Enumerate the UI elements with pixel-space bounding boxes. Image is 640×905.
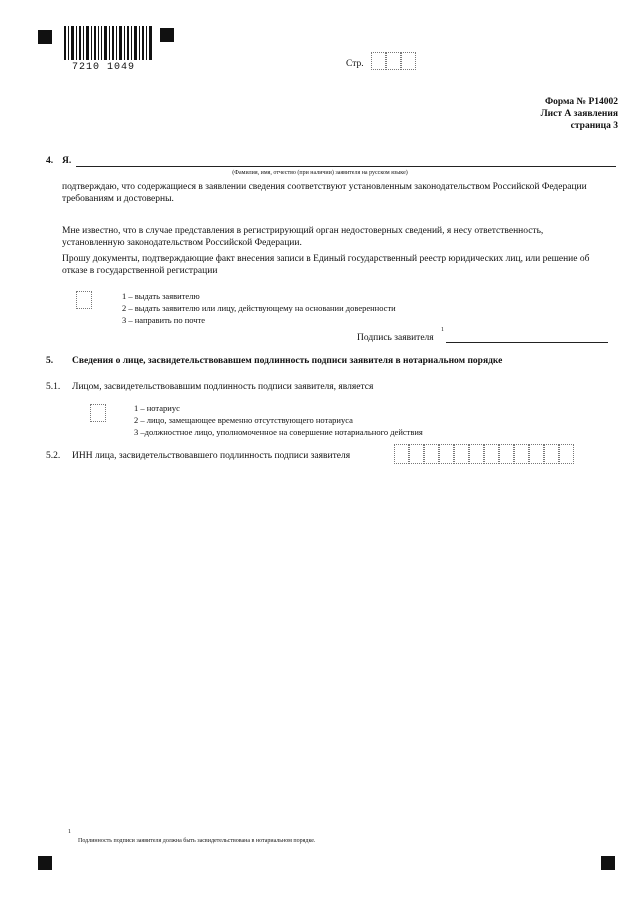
section-5-number: 5. <box>46 356 54 366</box>
signature-field[interactable] <box>446 342 608 343</box>
section-5-2-label: ИНН лица, засвидетельствовавшего подлинность подписи заявителя <box>72 451 351 461</box>
signature-label: Подпись заявителя <box>357 333 434 343</box>
registration-mark-bottom-left <box>38 856 52 870</box>
documents-request-paragraph: Прошу документы, подтверждающие факт внесения записи в Единый государственный реестр юридических лиц, или решение об отказе в государственной регистрации <box>62 254 590 276</box>
confirmation-paragraph: подтверждаю, что содержащиеся в заявлении сведения соответствуют установленным законодательством Российской Федерации требованиям и достоверны. <box>62 182 587 204</box>
section-5-1-number: 5.1. <box>46 382 61 392</box>
page-of-sheet: страница 3 <box>570 121 618 131</box>
delivery-option-2: 2 – выдать заявителю или лицу, действующему на основании доверенности <box>122 303 396 313</box>
barcode <box>64 26 152 60</box>
page-label: Стр. <box>346 59 364 69</box>
form-title: Форма № Р14002 <box>544 97 618 107</box>
page-number-cells[interactable] <box>371 52 416 75</box>
notary-type-checkbox[interactable] <box>90 404 106 422</box>
delivery-option-1: 1 – выдать заявителю <box>122 291 200 301</box>
notary-option-2: 2 – лицо, замещающее временно отсутствующего нотариуса <box>134 415 353 425</box>
registration-mark-top-right <box>160 28 174 42</box>
signature-footnote-ref: 1 <box>441 327 444 333</box>
section-4-ya: Я. <box>62 156 72 166</box>
name-hint: (Фамилия, имя, отчество (при наличии) заявителя на русском языке) <box>232 170 408 176</box>
section-5-title: Сведения о лице, засвидетельствовавшем подлинность подписи заявителя в нотариальном порядке <box>72 356 503 366</box>
notary-option-1: 1 – нотариус <box>134 403 180 413</box>
section-5-2-number: 5.2. <box>46 451 61 461</box>
delivery-option-3: 3 – направить по почте <box>122 315 206 325</box>
registration-mark-top-left <box>38 30 52 44</box>
section-5-1-label: Лицом, засвидетельствовавшим подлинность подписи заявителя, является <box>72 382 374 392</box>
delivery-method-checkbox[interactable] <box>76 291 92 309</box>
inn-cells[interactable] <box>394 444 574 469</box>
responsibility-paragraph: Мне известно, что в случае представления в регистрирующий орган недостоверных сведений, я несу ответственность, установленную законодательством Российской Федерации. <box>62 226 544 248</box>
footnote-number: 1 <box>68 829 71 835</box>
barcode-number: 7210 1049 <box>72 62 136 73</box>
registration-mark-bottom-right <box>601 856 615 870</box>
section-4-number: 4. <box>46 156 54 166</box>
notary-option-3: 3 –должностное лицо, уполномоченное на совершение нотариального действия <box>134 427 423 437</box>
applicant-name-field[interactable] <box>76 166 616 167</box>
footnote-text: Подлинность подписи заявителя должна быть засвидетельствована в нотариальном порядке. <box>78 838 316 844</box>
sheet-label: Лист А заявления <box>540 109 618 119</box>
